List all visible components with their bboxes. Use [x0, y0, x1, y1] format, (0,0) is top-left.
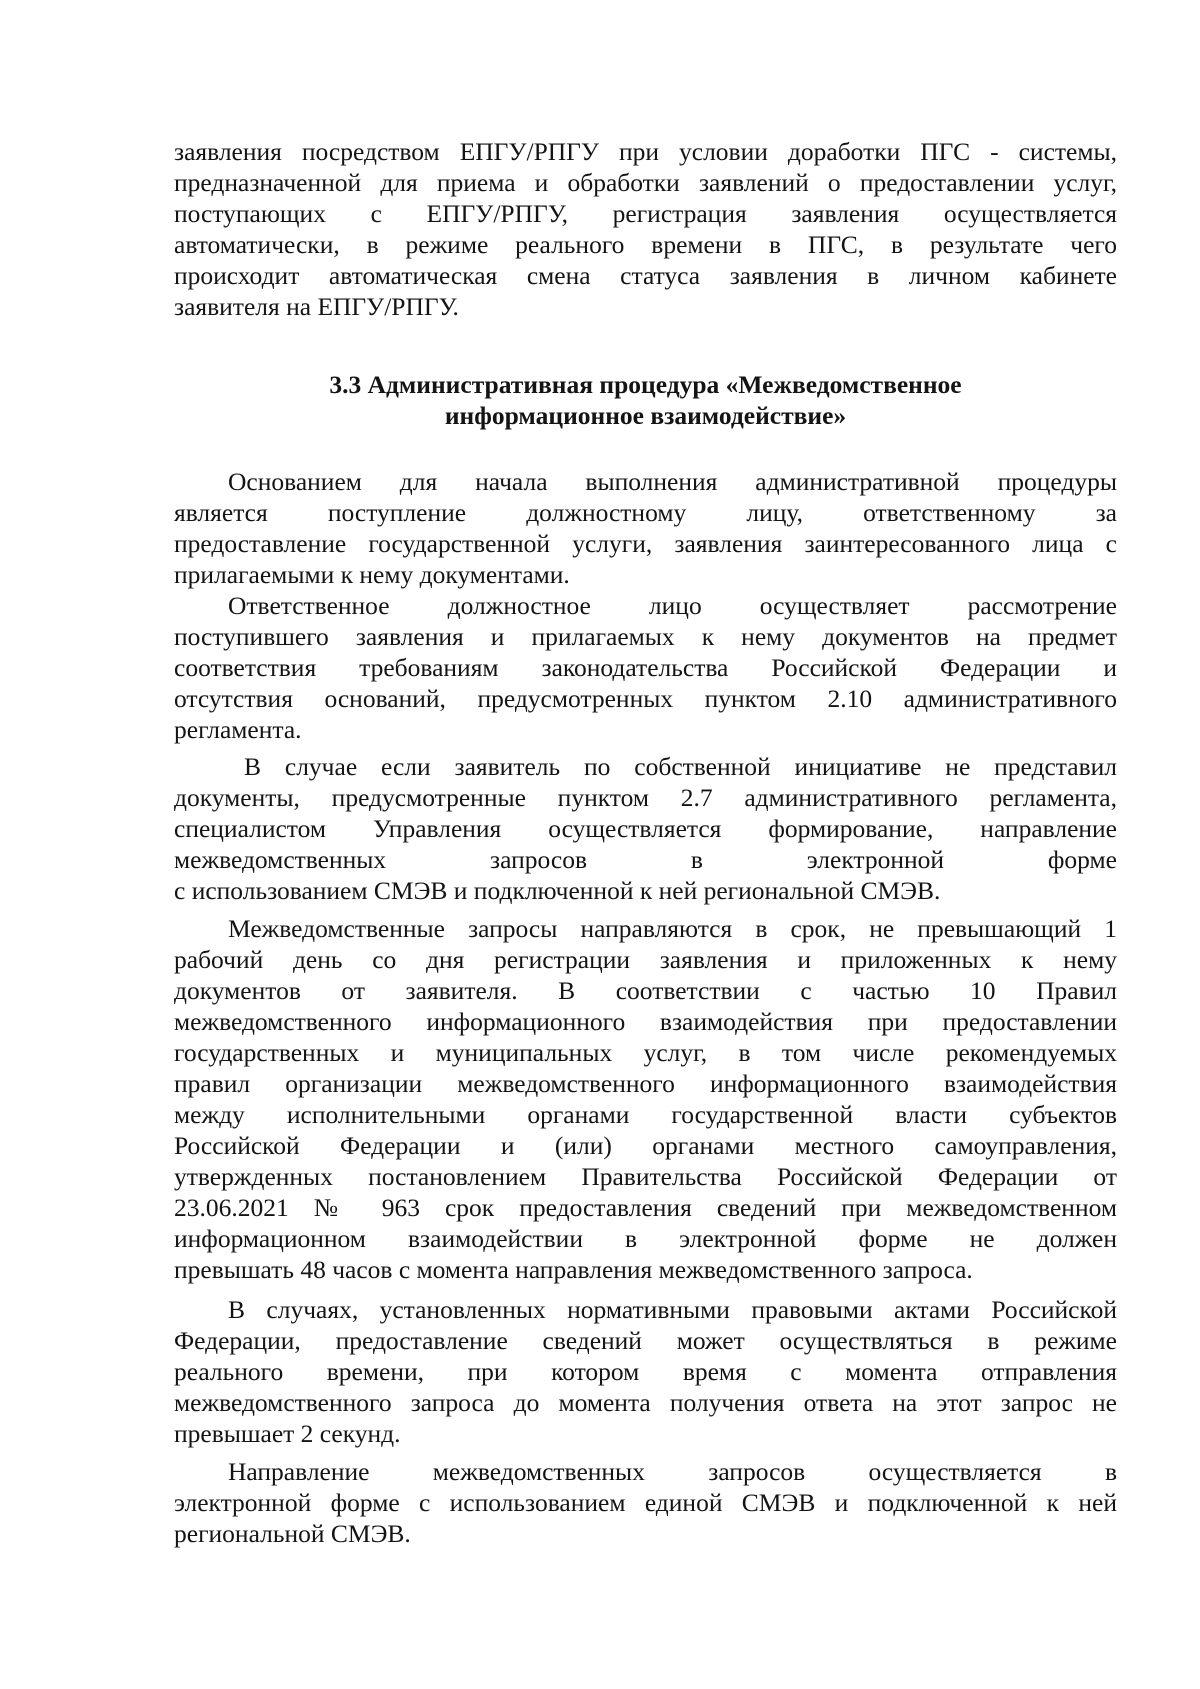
text-line: предназначенной для приема и обработки заявлений о предоставлении услуг, [174, 168, 1117, 197]
text-line: с использованием СМЭВ и подключенной к ней региональной СМЭВ. [174, 876, 941, 905]
text-line: заявления посредством ЕПГУ/РПГУ при условии доработки ПГС - системы, [174, 137, 1117, 166]
text-line: государственных и муниципальных услуг, в том числе рекомендуемых [174, 1038, 1117, 1067]
heading-line: информационное взаимодействие» [444, 401, 847, 430]
text-line: 23.06.2021 № 963 срок предоставления сведений при межведомственном [174, 1193, 1117, 1222]
text-line: Направление межведомственных запросов осуществляется в [228, 1457, 1117, 1486]
text-line: Ответственное должностное лицо осуществляет рассмотрение [228, 591, 1117, 620]
text-line: правил организации межведомственного информационного взаимодействия [174, 1069, 1117, 1098]
text-line: отсутствия оснований, предусмотренных пунктом 2.10 административного [174, 684, 1117, 713]
text-line: прилагаемыми к нему документами. [174, 560, 570, 589]
text-line: превышать 48 часов с момента направления межведомственного запроса. [174, 1255, 973, 1284]
text-line: является поступление должностному лицу, ответственному за [174, 498, 1117, 527]
text-line: В случаях, установленных нормативными правовыми актами Российской [228, 1295, 1117, 1324]
text-line: соответствия требованиям законодательства Российской Федерации и [174, 653, 1117, 682]
text-line: регламента. [174, 715, 302, 744]
text-line: документов от заявителя. В соответствии с частью 10 Правил [174, 976, 1117, 1005]
text-line: электронной форме с использованием единой СМЭВ и подключенной к ней [174, 1488, 1117, 1517]
heading-line: 3.3 Административная процедура «Межведомственное [329, 370, 962, 399]
text-line: поступившего заявления и прилагаемых к нему документов на предмет [174, 622, 1117, 651]
text-line: автоматически, в режиме реального времени в ПГС, в результате чего [174, 230, 1117, 259]
text-line: Основанием для начала выполнения административной процедуры [228, 467, 1117, 496]
text-line: превышает 2 секунд. [174, 1419, 401, 1448]
text-line: региональной СМЭВ. [174, 1519, 411, 1548]
text-line: заявителя на ЕПГУ/РПГУ. [174, 292, 459, 321]
text-line: Федерации, предоставление сведений может осуществляться в режиме [174, 1326, 1117, 1355]
text-line: между исполнительными органами государственной власти субъектов [174, 1100, 1117, 1129]
text-line: межведомственного информационного взаимодействия при предоставлении [174, 1007, 1117, 1036]
text-line: специалистом Управления осуществляется формирование, направление [174, 814, 1117, 843]
text-line: утвержденных постановлением Правительства Российской Федерации от [174, 1162, 1117, 1191]
text-line: реального времени, при котором время с момента отправления [174, 1357, 1117, 1386]
text-line: поступающих с ЕПГУ/РПГУ, регистрация заявления осуществляется [174, 199, 1117, 228]
text-line: Межведомственные запросы направляются в срок, не превышающий 1 [228, 914, 1117, 943]
text-line: Российской Федерации и (или) органами местного самоуправления, [174, 1131, 1117, 1160]
text-line: предоставление государственной услуги, заявления заинтересованного лица с [174, 529, 1117, 558]
text-line: рабочий день со дня регистрации заявления и приложенных к нему [174, 945, 1117, 974]
text-line: В случае если заявитель по собственной инициативе не представил [244, 752, 1117, 781]
text-line: происходит автоматическая смена статуса заявления в личном кабинете [174, 261, 1117, 290]
text-line: межведомственного запроса до момента получения ответа на этот запрос не [174, 1388, 1117, 1417]
text-line: документы, предусмотренные пунктом 2.7 административного регламента, [174, 783, 1117, 812]
text-line: межведомственных запросов в электронной форме [174, 845, 1117, 874]
text-line: информационном взаимодействии в электронной форме не должен [174, 1224, 1117, 1253]
